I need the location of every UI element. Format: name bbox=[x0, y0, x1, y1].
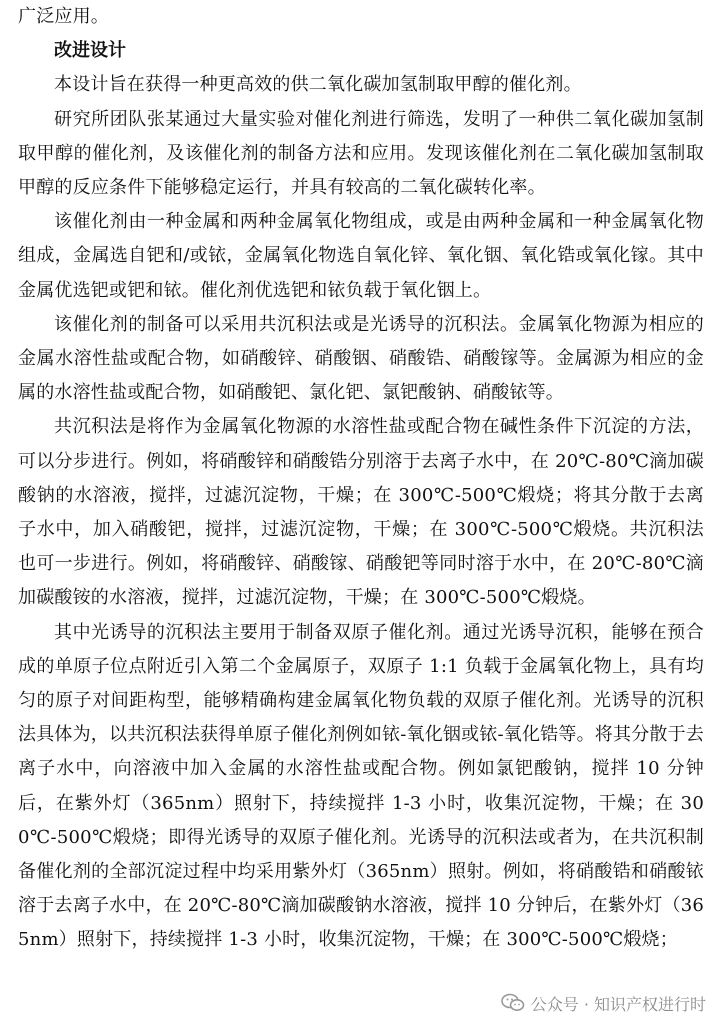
paragraph-composition: 该催化剂由一种金属和两种金属氧化物组成，或是由两种金属和一种金属氧化物组成，金属选自钯和/或铱，金属氧化物选自氧化锌、氧化铟、氧化锆或氧化镓。其中金属优选钯或钯和铱。催化剂优选钯和铱负载于氧化铟上。 bbox=[18, 211, 704, 301]
section-heading: 改进设计 bbox=[54, 40, 126, 62]
paragraph-aim: 本设计旨在获得一种更高效的供二氧化碳加氢制取甲醇的催化剂。 bbox=[54, 74, 582, 96]
lead-fragment: 广泛应用。 bbox=[18, 6, 109, 27]
paragraph-coprecipitation: 共沉积法是将作为金属氧化物源的水溶性盐或配合物在碱性条件下沉淀的方法，可以分步进行。例如，将硝酸锌和硝酸锆分别溶于去离子水中，在 20℃-80℃滴加碳酸钠的水溶液，搅拌，过滤沉淀物，干燥；在 300℃-500℃煅烧；将其分散于去离子水中，加入硝酸钯，搅拌，过滤沉淀物，干燥；在 300℃-500℃煅烧。共沉积法也可一步进行。例如，将硝酸锌、硝酸镓、硝酸钯等同时溶于水中，在 20℃-80℃滴加碳酸铵的水溶液，搅拌，过滤沉淀物，干燥；在 300℃-500℃煅烧。 bbox=[18, 416, 704, 609]
paragraph-preparation: 该催化剂的制备可以采用共沉积法或是光诱导的沉积法。金属氧化物源为相应的金属水溶性盐或配合物，如硝酸锌、硝酸铟、硝酸锆、硝酸镓等。金属源为相应的金属的水溶性盐或配合物，如硝酸钯、氯化钯、氯钯酸钠、硝酸铱等。 bbox=[18, 313, 704, 404]
watermark-text: 公众号 · 知识产权进行时 bbox=[530, 994, 706, 1014]
paragraph-invention: 研究所团队张某通过大量实验对催化剂进行筛选，发明了一种供二氧化碳加氢制取甲醇的催化剂，及该催化剂的制备方法和应用。发现该催化剂在二氧化碳加氢制取甲醇的反应条件下能够稳定运行，并具有较高的二氧化碳转化率。 bbox=[18, 108, 704, 199]
document-page bbox=[18, 0, 704, 958]
wechat-watermark bbox=[497, 990, 706, 1016]
paragraph-photodeposition: 其中光诱导的沉积法主要用于制备双原子催化剂。通过光诱导沉积，能够在预合成的单原子位点附近引入第二个金属原子，双原子 1:1 负载于金属氧化物上，具有均匀的原子对间距构型，能够精确构建金属氧化物负载的双原子催化剂。光诱导的沉积法具体为，以共沉积法获得单原子催化剂例如铱-氧化铟或铱-氧化锆等。将其分散于去离子水中，向溶液中加入金属的水溶性盐或配合物。例如氯钯酸钠，搅拌 10 分钟后，在紫外灯（365nm）照射下，持续搅拌 1-3 小时，收集沉淀物，干燥；在 300℃-500℃煅烧；即得光诱导的双原子催化剂。光诱导的沉积法或者为，在共沉积制备催化剂的全部沉淀过程中均采用紫外灯（365nm）照射。例如，将硝酸锆和硝酸铱溶于去离子水中，在 20℃-80℃滴加碳酸钠水溶液，搅拌 10 分钟后，在紫外灯（365nm）照射下，持续搅拌 1-3 小时，收集沉淀物，干燥；在 300℃-500℃煅烧； bbox=[18, 621, 704, 951]
wechat-icon bbox=[501, 993, 525, 1013]
